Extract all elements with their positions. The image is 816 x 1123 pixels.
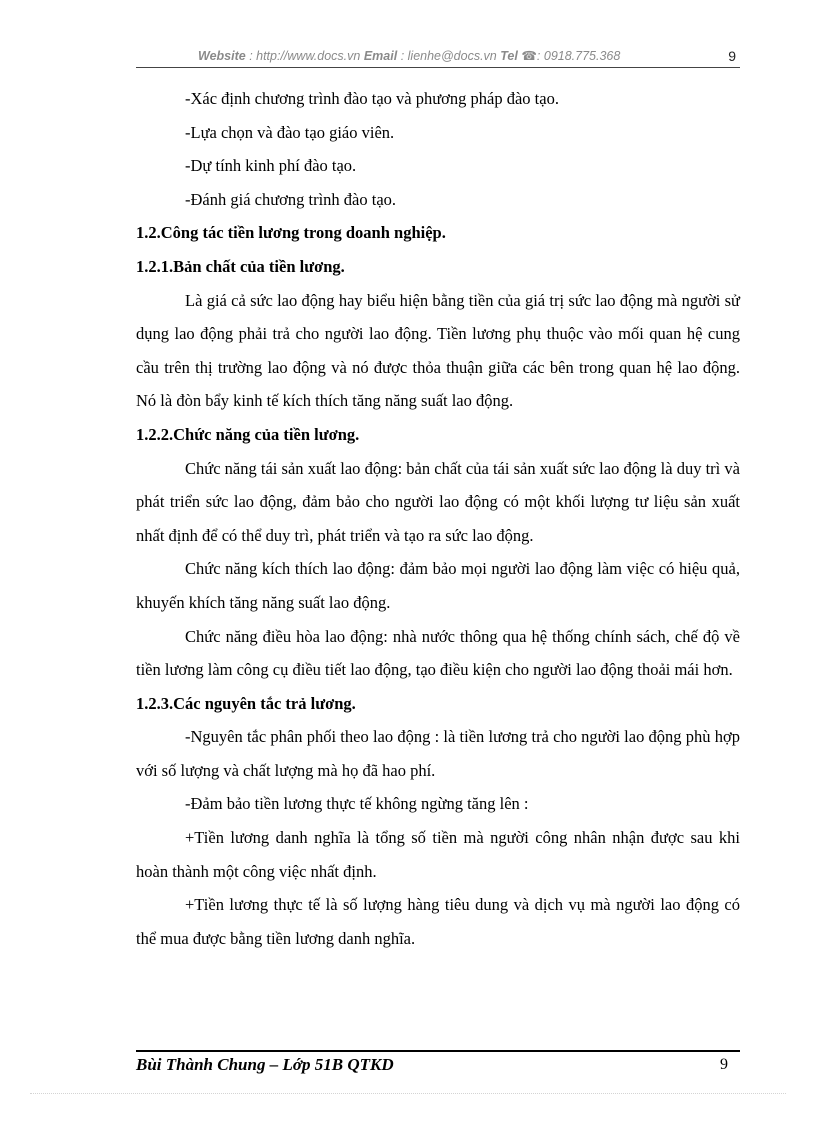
paragraph: +Tiền lương danh nghĩa là tổng số tiền mà người công nhân nhận được sau khi hoàn thành một công việc nhất định. [136, 828, 740, 881]
list-item: -Xác định chương trình đào tạo và phương pháp đào tạo. [185, 89, 559, 108]
website-label: Website [198, 49, 246, 63]
paragraph: Chức năng điều hòa lao động: nhà nước thông qua hệ thống chính sách, chế độ về tiền lương làm công cụ điều tiết lao động, tạo điều kiện cho người lao động thoải mái hơn. [136, 626, 740, 680]
footer-page-number: 9 [720, 1056, 728, 1073]
subsection-heading: 1.2.2.Chức năng của tiền lương. [136, 424, 360, 444]
footer-divider [136, 1050, 740, 1052]
tel-label: Tel [500, 49, 518, 63]
paragraph: -Đảm bảo tiền lương thực tế không ngừng tăng lên : [185, 794, 529, 814]
list-item: -Dự tính kinh phí đào tạo. [185, 156, 357, 176]
list-item: -Lựa chọn và đào tạo giáo viên. [185, 122, 395, 142]
section-heading: 1.2.Công tác tiền lương trong doanh nghiệp. [136, 223, 446, 243]
paragraph: -Nguyên tắc phân phối theo lao động : là tiền lương trả cho người lao động phù hợp với số lượng và chất lượng mà họ đã hao phí. [136, 727, 740, 780]
list-item: -Đánh giá chương trình đào tạo. [185, 189, 397, 209]
subsection-heading: 1.2.1.Bản chất của tiền lương. [136, 256, 345, 276]
header-contact [198, 48, 620, 63]
phone-icon: ☎ [521, 49, 537, 63]
email-label: Email [363, 49, 398, 63]
page-bottom-divider [30, 1093, 786, 1094]
tel-value: : 0918.775.368 [536, 49, 621, 63]
paragraph: Chức năng kích thích lao động: đảm bảo mọi người lao động làm việc có hiệu quả, khuyến khích tăng năng suất lao động. [136, 559, 740, 612]
email-value: : lienhe@docs.vn [400, 49, 497, 63]
page-header [136, 47, 740, 68]
paragraph: +Tiền lương thực tế là số lượng hàng tiêu dung và dịch vụ mà người lao động có thể mua được bằng tiền lương danh nghĩa. [136, 895, 740, 948]
website-value: : http://www.docs.vn [249, 49, 361, 63]
header-page-number: 9 [728, 48, 736, 64]
paragraph: Là giá cả sức lao động hay biểu hiện bằng tiền của giá trị sức lao động mà người sử dụng lao động phải trả cho người lao động. Tiền lương phụ thuộc vào mối quan hệ cung cầu trên thị trường lao động và nó được thỏa thuận giữa các bên trong quan hệ lao động. Nó là đòn bẩy kinh tế kích thích tăng năng suất lao động. [136, 290, 740, 411]
paragraph: Chức năng tái sản xuất lao động: bản chất của tái sản xuất sức lao động là duy trì và phát triển sức lao động, đảm bảo cho người lao động có một khối lượng tư liệu sản xuất nhất định để có thể duy trì, phát triển và tạo ra sức lao động. [136, 458, 740, 545]
document-body [136, 82, 740, 955]
subsection-heading: 1.2.3.Các nguyên tắc trả lương. [136, 693, 356, 713]
footer-author: Bùi Thành Chung – Lớp 51B QTKD [136, 1055, 394, 1074]
